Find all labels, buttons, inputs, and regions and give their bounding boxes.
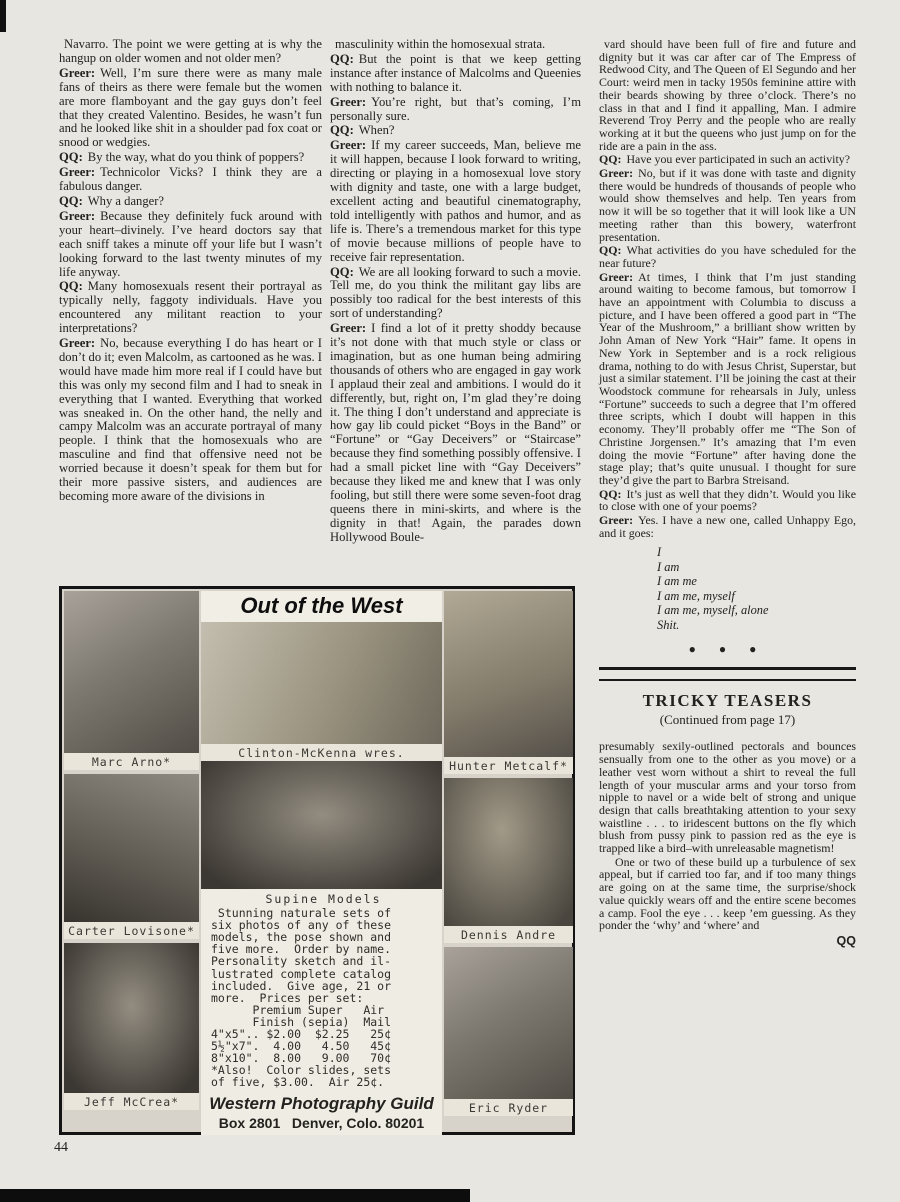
interview-paragraph (330, 53, 581, 95)
ad-price-table-header: Premium Super Air (211, 1002, 385, 1017)
poem-line: Shit. (657, 617, 680, 632)
photo-placeholder (444, 778, 573, 926)
photo-caption: Marc Arno* (64, 753, 199, 770)
speaker-label: QQ: (599, 243, 622, 258)
poem (657, 545, 856, 632)
poem-line: I am me, myself (657, 588, 735, 603)
section-end-bullets: ● ● ● (688, 642, 767, 657)
ad-text-line: of five, $3.00. Air 25¢. (211, 1075, 385, 1090)
ad-text-heading: Supine Models (265, 892, 382, 906)
ad-text-line: Stunning naturale sets of (211, 906, 392, 921)
ad-price-row: 8"x10". 8.00 9.00 70¢ (211, 1051, 392, 1066)
ad-guild-name: Western Photography Guild (209, 1093, 434, 1113)
speaker-label: Greer: (599, 513, 634, 528)
speaker-label: Greer: (599, 269, 634, 284)
teasers-body (599, 740, 856, 948)
interview-paragraph (599, 153, 856, 166)
ad-guild-address: Box 2801 Denver, Colo. 80201 (218, 1114, 425, 1131)
page-edge-bar (0, 1189, 470, 1202)
speaker-label: Greer: (59, 65, 96, 80)
paragraph-text: Yes. I have a new one, called Unhappy Ego, and it goes: (599, 513, 856, 540)
interview-column-1 (59, 38, 322, 505)
ad-text-line: lustrated complete catalog (211, 966, 392, 981)
interview-paragraph (330, 139, 581, 264)
paragraph-text: Many homosexuals resent their portrayal as typically nelly, faggoty individuals. Have you encountered any militant reaction to your interpretations? (59, 279, 322, 336)
paragraph-text: You’re right, but that’s coming, I’m personally sure. (330, 94, 581, 123)
interview-column-2 (330, 38, 581, 546)
interview-paragraph (599, 38, 856, 152)
photography-guild-ad (59, 586, 575, 1135)
speaker-label: Greer: (59, 336, 96, 351)
paragraph-text: No, because everything I do has heart or I don’t do it; even Malcolm, as cartooned as he was. I would have made him more real if I could have but this was only my second film and I had to sneak in everything that I wanted. Everything that worked was sneaked in. On the other hand, the nelly and campy Malcolm was an accurate portrayal of many people. I think that the homosexuals who are masculine and find that offensive need not be worried because it doesn’t speak for them but for their more passive sisters, and audiences are becoming more aware of the divisions in (59, 336, 322, 503)
speaker-label: QQ: (59, 279, 83, 294)
photo-caption: Hunter Metcalf* (444, 757, 573, 774)
interview-paragraph (599, 244, 856, 269)
speaker-label: QQ: (59, 150, 83, 165)
interview-paragraph (330, 96, 581, 124)
ad-text-line: more. Prices per set: (211, 990, 364, 1005)
ad-order-info (201, 889, 442, 1092)
ad-text-line: *Also! Color slides, sets (211, 1063, 392, 1078)
speaker-label: QQ: (599, 152, 622, 167)
ad-title: Out of the West (201, 591, 442, 622)
speaker-label: Greer: (599, 166, 634, 181)
photo-placeholder (201, 622, 442, 744)
ad-middle-column (201, 591, 442, 1135)
paragraph-text: Technicolor Vicks? I think they are a fabulous danger. (59, 165, 322, 194)
ad-text-line: five more. Order by name. (211, 942, 392, 957)
ad-guild-banner (201, 1092, 442, 1135)
interview-paragraph (599, 167, 856, 243)
photo-caption: Clinton-McKenna wres. (201, 744, 442, 761)
interview-paragraph (59, 151, 322, 165)
paragraph-text: By the way, what do you think of poppers? (87, 150, 305, 165)
ad-text-line: models, the pose shown and (211, 930, 392, 945)
paragraph-text: masculinity within the homosexual strata. (335, 37, 546, 51)
ad-right-column (444, 591, 573, 1116)
interview-paragraph (599, 271, 856, 487)
speaker-label: Greer: (330, 321, 367, 336)
interview-paragraph (59, 280, 322, 336)
paragraph-text: Because they definitely fuck around with your heart–divinely. I’ve heard doctors say that each sniff takes a minute off your life but I wasn’t looking forward to the last twenty minutes of my life anyway. (59, 208, 322, 279)
interview-paragraph (599, 514, 856, 539)
ad-price-row: 5½"x7". 4.00 4.50 45¢ (211, 1039, 392, 1054)
ad-price-row: 4"x5".. $2.00 $2.25 25¢ (211, 1027, 392, 1042)
article-end-mark: QQ (836, 933, 856, 948)
poem-line: I am me (657, 574, 697, 589)
paragraph-text: Navarro. The point we were getting at is why the hangup on older women and not older men? (59, 37, 322, 65)
interview-paragraph (59, 337, 322, 504)
interview-column-3 (599, 38, 856, 948)
speaker-label: Greer: (59, 165, 96, 180)
section-title: TRICKY TEASERS (642, 691, 813, 711)
interview-paragraph (59, 166, 322, 194)
interview-paragraph (599, 488, 856, 513)
paragraph-text: It’s just as well that they didn’t. Would you like to close with one of your poems? (599, 486, 856, 514)
photo-caption: Dennis Andre (444, 926, 573, 943)
page-edge-strip (0, 0, 6, 32)
ad-left-column (64, 591, 199, 1110)
teasers-paragraph: One or two of these build up a turbulence of sex appeal, but if carried too far, and if too many things are going on at the same time, the surprise/shock value quickly wears off and the entire scene becomes a camp. Fool the eye . . . keep ’em guessing. As they ponder the ‘why’ and ‘where’ and (599, 854, 856, 933)
paragraph-text: No, but if it was done with taste and dignity there would be hundreds of thousands of people who would show themselves and help. Ten years from now it will be so together that it will look like a UN meeting rather than this bowery, waterfront presentation. (599, 166, 856, 244)
ad-text-line: included. Give age, 21 or (211, 978, 392, 993)
paragraph-text: I find a lot of it pretty shoddy because it’s not done with that much style or class or imagination, but as one human being admiring thousands of others who are engaged in gay work I applaud their zeal and ambitions. I would do it differently, but, right on, I’m glad they’re doing it. The thing I don’t understand and appreciate is how gay lib could picket “Boys in the Band” or “Fortune” or “Gay Deceivers” or “Staircase” because they find something possibly offensive. I had a small picket line with “Gay Deceivers” because they liked me and knew that I was only fooling, but still there were some seven-foot drag queens there in mini-skirts, and where is the dignity in that! Again, the parades down Hollywood Boule- (330, 321, 581, 544)
paragraph-text: What activities do you have scheduled for the near future? (599, 243, 856, 270)
interview-paragraph (330, 38, 581, 52)
photo-caption: Eric Ryder (444, 1099, 573, 1116)
interview-paragraph (59, 67, 322, 150)
photo-placeholder (444, 947, 573, 1099)
speaker-label: Greer: (330, 138, 367, 153)
speaker-label: QQ: (330, 264, 354, 279)
section-divider (599, 679, 856, 681)
speaker-label: QQ: (59, 193, 83, 208)
paragraph-text: Why a danger? (87, 193, 165, 208)
paragraph-text: At times, I think that I’m just standing around waiting to become famous, but tomorrow I have an appointment with Columbia to discuss a picture, and I have been offered a good part in “The Year of the Mushroom,” a brilliant show written by John Aman of New York “Hair” fame. It opens in New York in September and is a rock religious drama, nothing to do with Jesus Christ, Superstar, but just a similar statement. I’ll be joining the cast at their Woodstock commune for rehearsals in July, unless “Fortune” succeeds to such a degree that I’m offered three scripts, which I doubt will happen in this economy. They’ll probably offer me “The Son of Christine Jorgensen.” It’s amazing that I’m even doing the movie “Fortune” after having done the stage play; that’s quite unusual. I thought for sure they’d give the part to Barbra Streisand. (599, 269, 856, 487)
paragraph-text: Have you ever participated in such an activity? (626, 152, 850, 167)
interview-paragraph (59, 38, 322, 66)
poem-line: I (657, 545, 662, 560)
interview-paragraph (330, 322, 581, 545)
page-number: 44 (54, 1140, 68, 1155)
paragraph-text: Well, I’m sure there were as many male fans of theirs as there were female but the women are more flamboyant and the gay guys don’t feel that they created Valentino. Besides, he wasn’t fun and he looked like shit in a shoulder pad fox coat or snood or wedgies. (59, 65, 322, 150)
paragraph-text: When? (358, 123, 395, 138)
interview-paragraph (330, 124, 581, 138)
photo-placeholder (64, 774, 199, 922)
paragraph-text: vard should have been full of fire and future and dignity but it was car after car of The Empress of Redwood City, and The Queen of El Segundo and her Court: weird men in tacky 1950s feminine attire with their beards showing by three o’clock. There’s no class in that and I find it appalling, Man. I admire Reverend Troy Perry and the people who are really working at it but the queens who just jump on for the ride are a pain in the ass. (599, 37, 856, 153)
paragraph-text: We are all looking forward to such a movie. Tell me, do you think the militant gay libs are possibly too radical for the best interests of this sort of understanding? (330, 264, 581, 321)
interview-paragraph (59, 195, 322, 209)
poem-line: I am me, myself, alone (657, 603, 769, 618)
speaker-label: QQ: (330, 123, 354, 138)
teasers-paragraph: presumably sexily-outlined pectorals and bounces sensually from one to the other as you move) or a leather vest worn without a shirt to reveal the full length of your muscular arms and your torso from nipple to navel or a wide belt of strong and unique design that calls breathtaking attention to your sexy waistline . . . to iridescent buttons on the fly which blush from pussy pink to passion red as the eye is trapped like a bird–with unreleasable magnetism! (599, 739, 856, 856)
photo-placeholder (64, 591, 199, 753)
speaker-label: QQ: (599, 486, 622, 501)
poem-line: I am (657, 559, 680, 574)
speaker-label: Greer: (59, 208, 96, 223)
interview-paragraph (59, 210, 322, 280)
section-divider (599, 667, 856, 670)
photo-placeholder (444, 591, 573, 757)
photo-placeholder (201, 761, 442, 889)
interview-paragraph (330, 266, 581, 322)
ad-text-line: Personality sketch and il- (211, 954, 392, 969)
speaker-label: Greer: (330, 94, 367, 109)
paragraph-text: If my career succeeds, Man, believe me it will happen, because I look forward to writing, directing or playing in a homosexual love story with dignity and taste, one with a large budget, excellent acting and beautiful cinematography, told intelligently with pathos and humor, and as life is. There’s a tremendous market for this type of movie because millions of people have to receive fair representation. (330, 138, 581, 264)
section-subtitle: (Continued from page 17) (659, 712, 796, 728)
photo-caption: Jeff McCrea* (64, 1093, 199, 1110)
photo-caption: Carter Lovisone* (64, 922, 199, 939)
photo-placeholder (64, 943, 199, 1093)
speaker-label: QQ: (330, 51, 354, 66)
ad-text-line: six photos of any of these (211, 918, 392, 933)
paragraph-text: But the point is that we keep getting instance after instance of Malcolms and Queenies with nothing to balance it. (330, 51, 581, 94)
ad-price-table-header: Finish (sepia) Mail (211, 1014, 392, 1029)
